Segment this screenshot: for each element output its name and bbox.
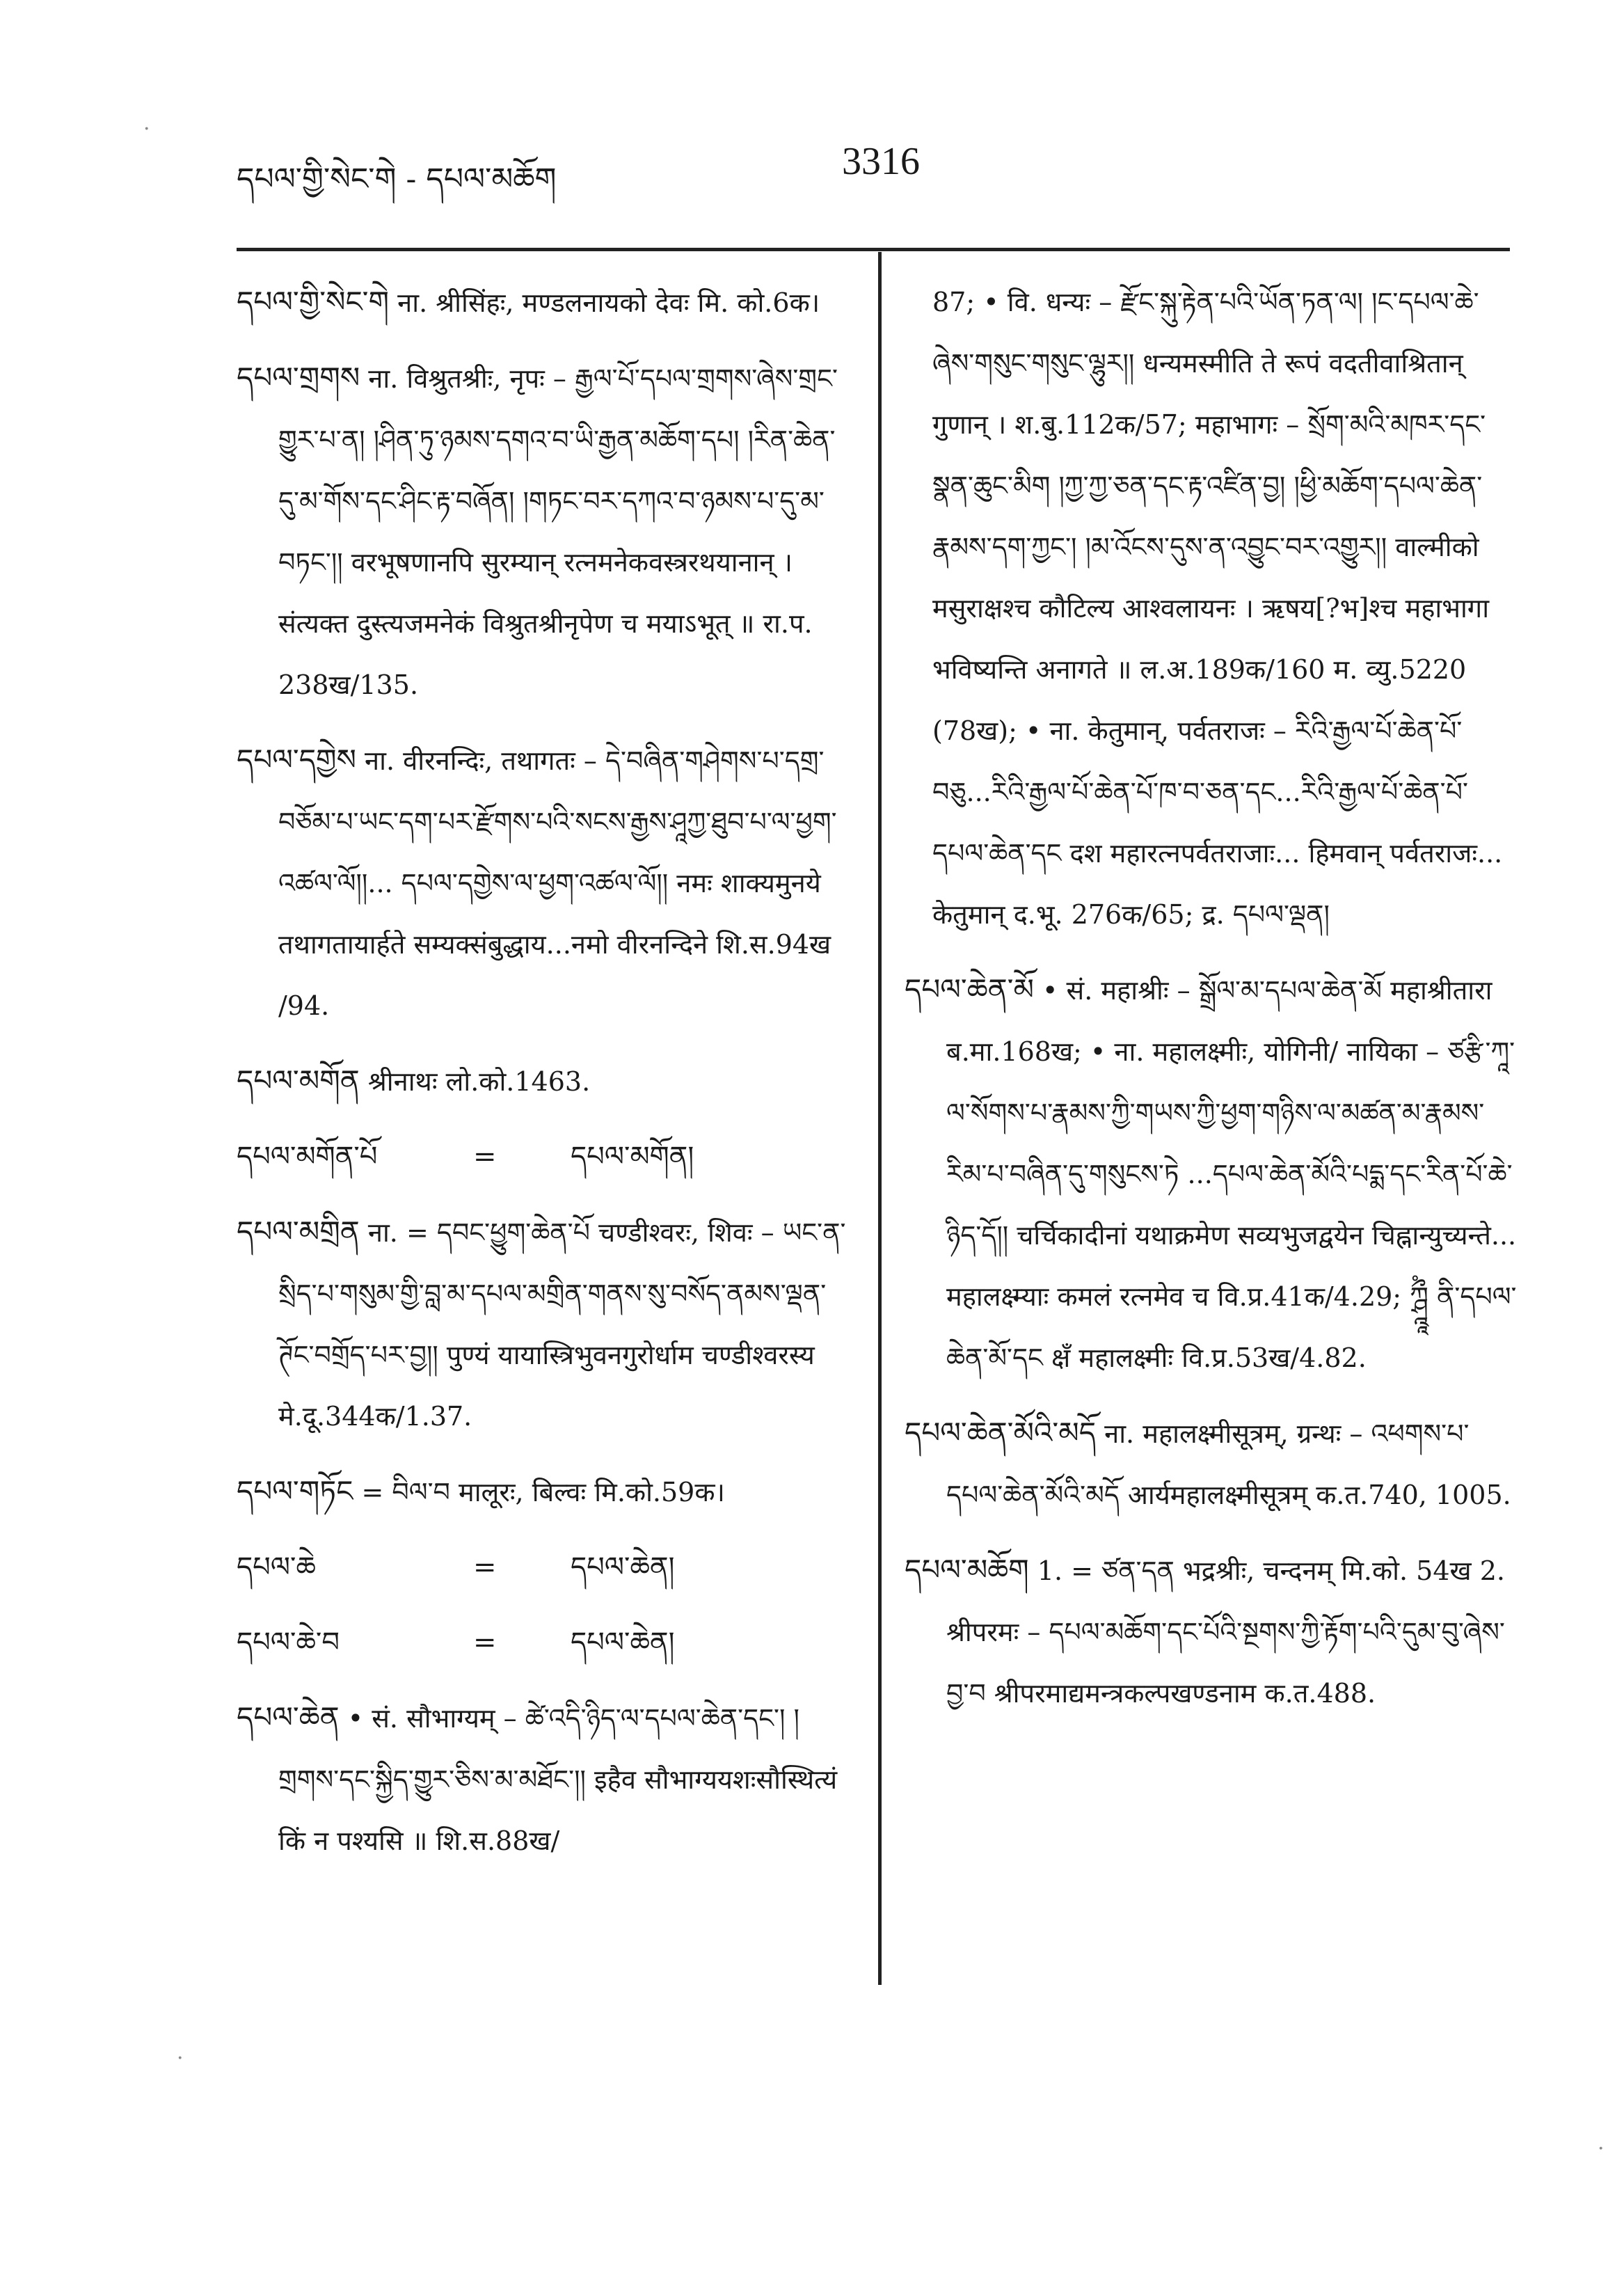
entry-body: ना. विश्रुतश्रीः, नृपः – རྒྱལ་པོ་དཔལ་གྲགས་ཞེས་གྲང་གྱུར་པ་ན། །ཤིན་ཏུ་ཉམས་དགའ་བ་ཡི་རྒྱན་མཆོག་དཔ། །རིན་ཆེན་དུ་མ་གོས་དང་ཤིང་རྟ་བཞོན། །གཏང་བར་དཀའ་བ་ཉམས་པ་དུ་མ་བཏང་།། वरभूषणानपि सुरम्यान् रत्नमनेकवस्त्ररथयानान् । संत्यक्त दुस्त्यजमनेकं विश्रुतश्रीनृपेण च मयाऽभूत् ॥ रा.प. 238ख/135.: [278, 363, 838, 700]
entry-headword: དཔལ་ཆེན་མོ: [905, 972, 1034, 1006]
entry-headword: དཔལ་མགོན་པོ: [237, 1141, 378, 1173]
entry-headword: དཔལ་མགོན: [237, 1063, 360, 1098]
entry-body: = བིལ་བ मालूरः, बिल्वः मि.को.59क।: [361, 1477, 725, 1507]
header-rule: [237, 248, 1510, 251]
dictionary-entry: [237, 271, 849, 333]
dictionary-entry: [237, 1201, 849, 1447]
entry-body: ना. श्रीसिंहः, मण्डलनायको देवः मि. को.6क।: [397, 287, 820, 318]
scan-speck: ·: [177, 2046, 184, 2071]
page-number: 3316: [842, 140, 920, 183]
dictionary-entry: [237, 1687, 849, 1871]
left-column: [237, 271, 849, 1885]
running-head: [237, 139, 1517, 195]
right-column: [905, 271, 1517, 1738]
page-header-title: དཔལ་གྱི་སེང་གེ - དཔལ་མཆོག: [237, 161, 557, 197]
entry-headword: དཔལ་མཆོག: [905, 1553, 1029, 1587]
scan-speck: ·: [1598, 2137, 1605, 2161]
entry-body: 87; • वि. धन्यः – རྫོང་སྐུ་རྟེན་པའི་ཡོན་ཏན་ལ། །ང་དཔལ་ཆེ་ཞེས་གསུང་གསུང་ལྷུར།། धन्यमस्मीति ते रूपं वदतीवाश्रितान् गुणान् । श.बु.112क/57; महाभागः – སྲོག་མའི་མཁར་དང་སྣན་ཆུང་མིག །ཀྱ་ཀྱ་ཅན་དང་རྟ་འཛིན་བྱ། །ཕྱི་མཆོག་དཔལ་ཆེན་རྣམས་དག་ཀྱང་། །མ་འོངས་དུས་ན་འབྱུང་བར་འགྱུར།། वाल्मीको मसुराक्षश्च कौटिल्य आश्वलायनः । ऋषय[?भ]श्च महाभागा भविष्यन्ति अनागते ॥ ल.अ.189क/160 म. व्यु.5220 (78ख); • ना. केतुमान्, पर्वतराजः – རིའི་རྒྱལ་པོ་ཆེན་པོ་བཅུ...རིའི་རྒྱལ་པོ་ཆེན་པོ་ཁ་བ་ཅན་དང...རིའི་རྒྱལ་པོ་ཆེན་པོ་དཔལ་ཆེན་དང दश महारत्नपर्वतराजाः... हिमवान् पर्वतराजः... केतुमान् द.भू. 276क/65; द्र. དཔལ་ལྡན།: [932, 287, 1503, 930]
entry-body: 1. = ཙན་དན भद्रश्रीः, चन्दनम् मि.को. 54ख 2. श्रीपरमः – དཔལ་མཆོག་དང་པོའི་སྔགས་ཀྱི་རྟོག་པའི་དུམ་བུ་ཞེས་བྱ་བ श्रीपरमाद्यमन्त्रकल्पखण्डनाम क.त.488.: [946, 1555, 1505, 1709]
dictionary-entry: [905, 959, 1517, 1388]
equals-sign: =: [473, 1626, 497, 1658]
entry-body: ना. = དབང་ཕྱུག་ཆེན་པོ चण्डीश्वरः, शिवः – ཡང་ན་སྲིད་པ་གསུམ་གྱི་བླ་མ་དཔལ་མགྲིན་གནས་སུ་བསོད་ནམས་ལྡན་ཊོང་བགྲོད་པར་བྱ།། पुण्यं यायास्त्रिभुवनगुरोर्धाम चण्डीश्वरस्य मे.दू.344क/1.37.: [278, 1217, 846, 1432]
dictionary-entry: [237, 1461, 849, 1523]
dictionary-entry: [237, 347, 849, 715]
dictionary-entry: [237, 1050, 849, 1112]
entry-headword: དཔལ་ཆེ་བ: [237, 1626, 340, 1658]
entry-continuation: [905, 271, 1517, 945]
entry-headword: དཔལ་ཆེན: [237, 1700, 340, 1734]
entry-body: • सं. सौभाग्यम् – ཚེ་འདི་ཉིད་ལ་དཔལ་ཆེན་དང་། །གྲགས་དང་སྐྱིད་གྱུར་ཅིས་མ་མཐོང་།། इहैव सौभाग्ययशःसौस्थित्यं किं न पश्यसि ॥ शि.स.88ख/: [278, 1703, 838, 1856]
cross-reference-entry: [237, 1126, 849, 1187]
entry-headword: དཔལ་གྱི་སེང་གེ: [237, 285, 390, 319]
entry-headword: དཔལ་ཆེ: [237, 1551, 316, 1583]
entry-body: ना. महालक्ष्मीसूत्रम्, ग्रन्थः – འཕགས་པ་དཔལ་ཆེན་མོའི་མདོ आर्यमहालक्ष्मीसूत्रम् क.त.740, 1005.: [946, 1418, 1511, 1510]
entry-headword: དཔལ་གྲགས: [237, 361, 360, 395]
cross-reference-target: དཔལ་མགོན།: [571, 1141, 694, 1173]
entry-body: • सं. महाश्रीः – སྒྲོལ་མ་དཔལ་ཆེན་མོ महाश्रीतारा ब.मा.168ख; • ना. महालक्ष्मीः, योगिनी/ नायिका – ཙརྩི་ཀཱ་ལ་སོགས་པ་རྣམས་ཀྱི་གཡས་ཀྱི་ཕྱག་གཉིས་ལ་མཚན་མ་རྣམས་རིམ་པ་བཞིན་དུ་གསུངས་ཏེ ...དཔལ་ཆེན་མོའི་པདྨ་དང་རིན་པོ་ཆེ་ཉིད་དོ།། चर्चिकादीनां यथाक्रमेण सव्यभुजद्वयेन चिह्नान्युच्यन्ते... महालक्ष्म्याः कमलं रत्नमेव च वि.प्र.41क/4.29; ཀྴྰཱྀཾ ནི་དཔལ་ཆེན་མོ་དང क्षँ महालक्ष्मीः वि.प्र.53ख/4.82.: [946, 975, 1517, 1373]
equals-sign: =: [473, 1551, 497, 1583]
scan-speck: ·: [143, 117, 150, 141]
cross-reference-target: དཔལ་ཆེན།: [571, 1551, 675, 1583]
entry-headword: དཔལ་མགྲིན: [237, 1214, 360, 1249]
dictionary-entry: [905, 1402, 1517, 1526]
entry-headword: དཔལ་དགྱེས: [237, 743, 356, 777]
column-divider: [878, 252, 882, 1985]
cross-reference-entry: [237, 1612, 849, 1673]
cross-reference-entry: [237, 1537, 849, 1598]
entry-body: ना. वीरनन्दिः, तथागतः – དེ་བཞིན་གཤེགས་པ་དགྲ་བཅོམ་པ་ཡང་དག་པར་རྫོགས་པའི་སངས་རྒྱས་ཤཱཀྱ་ཐུབ་པ་ལ་ཕྱག་འཚལ་ལོ།།... དཔལ་དགྱེས་ལ་ཕྱག་འཚལ་ལོ།། नमः शाक्यमुनये तथागतायार्हते सम्यक्संबुद्धाय...नमो वीरनन्दिने शि.स.94ख /94.: [278, 745, 837, 1021]
dictionary-entry: [905, 1539, 1517, 1724]
entry-body: श्रीनाथः लो.को.1463.: [367, 1066, 591, 1097]
entry-headword: དཔལ་གཏོང: [237, 1474, 353, 1508]
equals-sign: =: [473, 1141, 497, 1173]
cross-reference-target: དཔལ་ཆེན།: [571, 1626, 675, 1658]
dictionary-entry: [237, 729, 849, 1036]
entry-headword: དཔལ་ཆེན་མོའི་མདོ: [905, 1416, 1097, 1450]
